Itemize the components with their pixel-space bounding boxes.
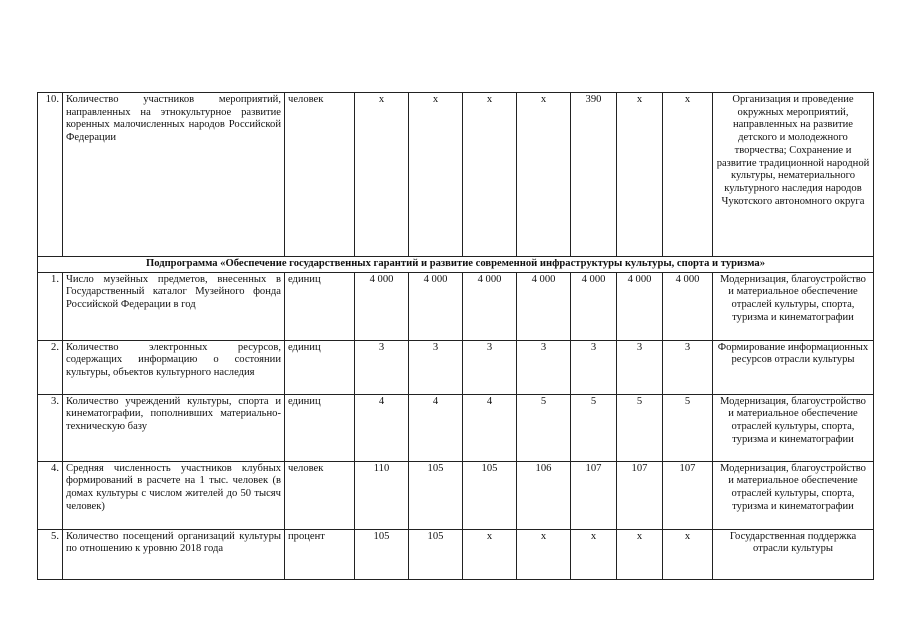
value-cell: х [517,93,571,257]
table-row [38,340,874,394]
subprogram-row [38,257,874,273]
value-cell: х [463,529,517,579]
value-cell: х [617,529,663,579]
subprogram-title: Подпрограмма «Обеспечение государственных гарантий и развитие современной инфраструктуры культуры, спорта и туризма» [38,257,874,273]
row-number: 4. [38,461,63,529]
indicator-name: Количество электронных ресурсов, содержащих информацию о состоянии культуры, объектов культурного наследия [63,340,285,394]
section-header-body [38,257,874,273]
value-cell: 4 [463,394,517,461]
measure-cell: Модернизация, благоустройство и материальное обеспечение отраслей культуры, спорта, туризма и кинематографии [713,394,874,461]
value-cell: 4 000 [517,272,571,340]
table-row [38,93,874,257]
value-cell: 3 [409,340,463,394]
indicator-name: Средняя численность участников клубных формирований в расчете на 1 тыс. человек (в домах культуры с числом жителей до 50 тысяч человек) [63,461,285,529]
value-cell: 3 [517,340,571,394]
table-body-top [38,93,874,257]
unit-cell: единиц [285,394,355,461]
value-cell: 3 [571,340,617,394]
value-cell: 4 000 [409,272,463,340]
measure-cell: Модернизация, благоустройство и материальное обеспечение отраслей культуры, спорта, туризма и кинематографии [713,461,874,529]
unit-cell: единиц [285,272,355,340]
value-cell: х [663,529,713,579]
table-row [38,529,874,579]
value-cell: 3 [463,340,517,394]
table-row [38,394,874,461]
value-cell: 390 [571,93,617,257]
value-cell: х [409,93,463,257]
measure-cell: Модернизация, благоустройство и материальное обеспечение отраслей культуры, спорта, туризма и кинематографии [713,272,874,340]
value-cell: 106 [517,461,571,529]
indicator-name: Количество посещений организаций культуры по отношению к уровню 2018 года [63,529,285,579]
value-cell: 105 [409,461,463,529]
row-number: 2. [38,340,63,394]
unit-cell: человек [285,461,355,529]
value-cell: 105 [355,529,409,579]
value-cell: 110 [355,461,409,529]
indicators-table [37,92,874,580]
value-cell: 4 000 [617,272,663,340]
indicator-name: Количество участников мероприятий, направленных на этнокультурное развитие коренных малочисленных народов Российской Федерации [63,93,285,257]
table-body-main [38,272,874,579]
value-cell: х [355,93,409,257]
value-cell: х [571,529,617,579]
value-cell: х [517,529,571,579]
measure-cell: Формирование информационных ресурсов отрасли культуры [713,340,874,394]
row-number: 10. [38,93,63,257]
value-cell: 107 [617,461,663,529]
row-number: 5. [38,529,63,579]
value-cell: 5 [617,394,663,461]
value-cell: 105 [409,529,463,579]
indicator-name: Число музейных предметов, внесенных в Государственный каталог Музейного фонда Российской Федерации в год [63,272,285,340]
table-row [38,272,874,340]
value-cell: 4 000 [663,272,713,340]
value-cell: 107 [571,461,617,529]
row-number: 1. [38,272,63,340]
row-number: 3. [38,394,63,461]
value-cell: 105 [463,461,517,529]
value-cell: х [617,93,663,257]
value-cell: х [463,93,517,257]
value-cell: 3 [617,340,663,394]
value-cell: 5 [663,394,713,461]
unit-cell: процент [285,529,355,579]
value-cell: 5 [571,394,617,461]
value-cell: 3 [663,340,713,394]
value-cell: 107 [663,461,713,529]
value-cell: х [663,93,713,257]
value-cell: 4 [355,394,409,461]
measure-cell: Организация и проведение окружных мероприятий, направленных на развитие детского и молодежного творчества; Сохранение и развитие традиционной народной культуры, нематериального культурного наследия народов Чукотского автономного округа [713,93,874,257]
measure-cell: Государственная поддержка отрасли культуры [713,529,874,579]
value-cell: 4 000 [571,272,617,340]
unit-cell: человек [285,93,355,257]
table-row [38,461,874,529]
value-cell: 4 000 [355,272,409,340]
indicator-name: Количество учреждений культуры, спорта и кинематографии, пополнивших материально-техническую базу [63,394,285,461]
unit-cell: единиц [285,340,355,394]
value-cell: 4 [409,394,463,461]
value-cell: 3 [355,340,409,394]
value-cell: 4 000 [463,272,517,340]
value-cell: 5 [517,394,571,461]
